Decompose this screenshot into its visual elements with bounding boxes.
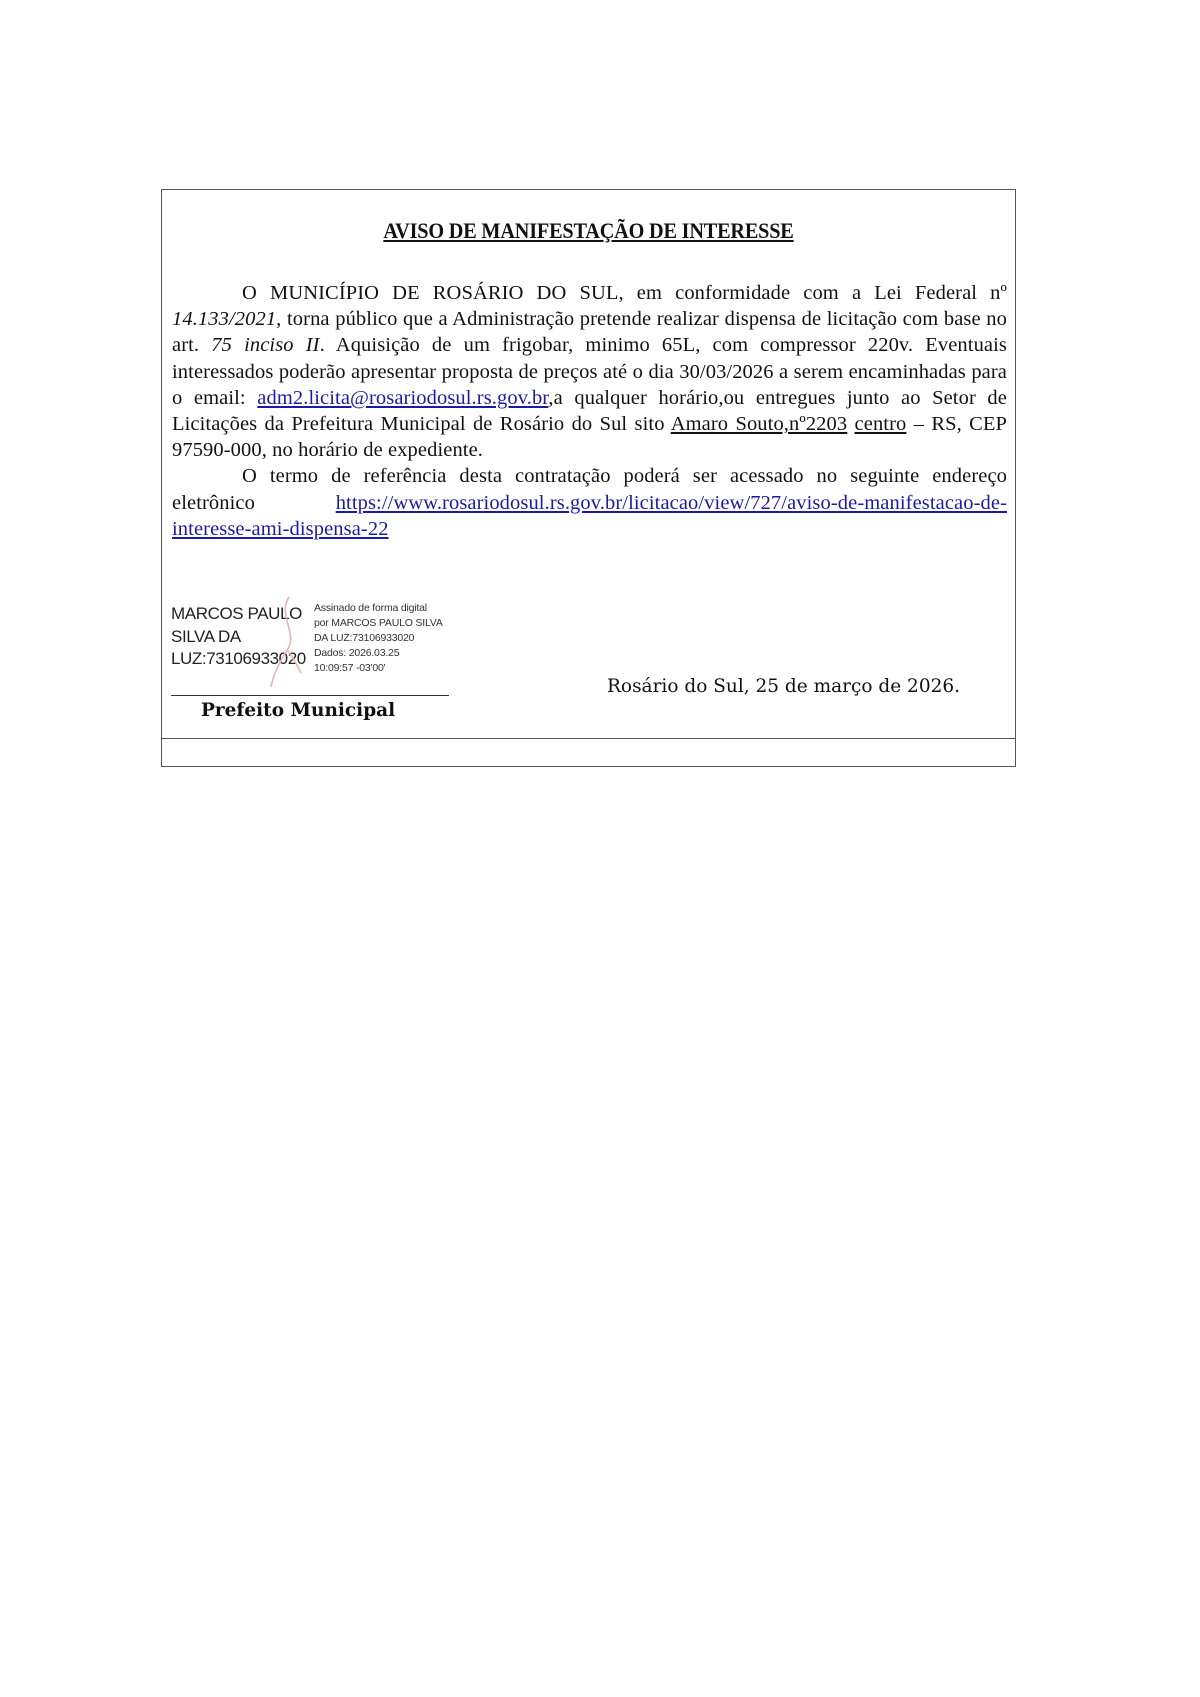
signature-line [171, 695, 449, 696]
signature-stamp-icon [267, 595, 307, 690]
signer-name-line-3: LUZ:73106933020 [171, 649, 306, 668]
signer-role: Prefeito Municipal [201, 700, 396, 721]
law-number: 14.133/2021 [172, 308, 277, 331]
address-street: Amaro Souto,nº2203 [670, 413, 848, 436]
sig-detail-5: 10:09:57 -03'00' [314, 662, 386, 674]
footer-divider [162, 738, 1015, 739]
p1-after-article: . Aquisição de um frigobar, minimo 65L, com compressor 220v. Eventuais interessados poderão apresentar proposta de preços até o dia 30/03/2026 a serem encaminhadas para o email: [172, 334, 1008, 409]
email-link[interactable]: adm2.licita@rosariodosul.rs.gov.br [257, 386, 549, 409]
notice-title: AVISO DE MANIFESTAÇÃO DE INTERESSE [383, 218, 794, 243]
sig-detail-1: Assinado de forma digital [314, 602, 427, 614]
paragraph-1 [172, 280, 1007, 463]
sig-detail-2: por MARCOS PAULO SILVA [314, 617, 443, 629]
digital-signature [171, 595, 461, 721]
address-district: centro [854, 413, 907, 436]
sig-detail-3: DA LUZ:73106933020 [314, 632, 415, 644]
signer-name-line-1: MARCOS PAULO [171, 604, 302, 623]
p2-intro: O termo de referência desta contratação poderá ser acessado no seguinte endereço eletrônico [172, 465, 1007, 514]
place-date: Rosário do Sul, 25 de março de 2026. [607, 676, 961, 697]
p1-after-address: – RS, CEP 97590-000, no horário de expediente. [172, 413, 1008, 462]
reference-url-link[interactable]: https://www.rosariodosul.rs.gov.br/licitacao/view/727/aviso-de-manifestacao-de-interesse-ami-dispensa-22 [172, 491, 1007, 540]
article-reference: 75 inciso II [211, 334, 320, 357]
p1-after-law: , torna público que a Administração pretende realizar dispensa de licitação com base no art. [172, 308, 1007, 357]
p1-after-email: ,a qualquer horário,ou entregues junto ao Setor de Licitações da Prefeitura Municipal de Rosário do Sul sito [172, 386, 1007, 436]
sig-detail-4: Dados: 2026.03.25 [314, 647, 400, 659]
paragraph-2 [172, 463, 1007, 542]
notice-body [172, 280, 1007, 542]
signer-name-line-2: SILVA DA [171, 626, 241, 646]
p1-intro: O MUNICÍPIO DE ROSÁRIO DO SUL, em conformidade com a Lei Federal nº [242, 282, 1007, 304]
notice-box [161, 189, 1016, 767]
address-space [847, 413, 854, 435]
signature-details [314, 601, 443, 676]
